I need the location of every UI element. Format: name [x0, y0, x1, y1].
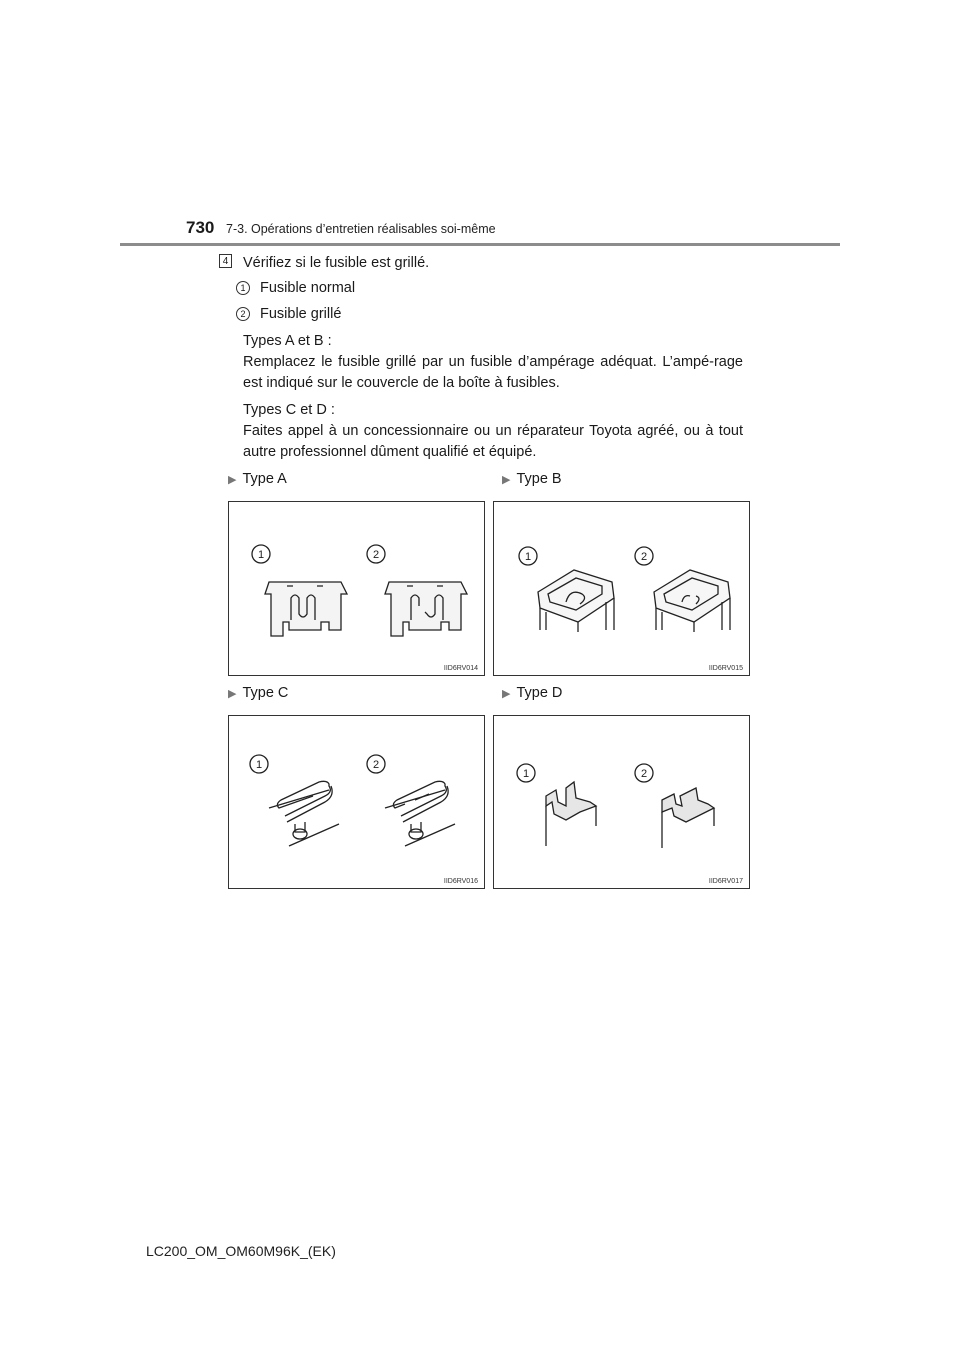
- item-marker-2: 2: [236, 307, 250, 321]
- item-label-normal: Fusible normal: [260, 280, 356, 296]
- figure-marker-1: 1: [524, 551, 532, 563]
- figure-code: IID6RV017: [708, 878, 743, 885]
- types-ab-text: Remplacez le fusible grillé par un fusible d’ampérage adéquat. L’ampé-rage est indiqué sur le couvercle de la boîte à fusibles.: [243, 354, 743, 391]
- figure-label-text: Type C: [242, 685, 289, 701]
- triangle-bullet-icon: ▶: [228, 688, 237, 700]
- footer-document-code: LC200_OM_OM60M96K_(EK): [146, 1243, 336, 1259]
- figure-type-d: [493, 715, 750, 889]
- types-cd-heading: Types C et D :: [243, 402, 335, 418]
- figure-marker-2: 2: [640, 768, 648, 780]
- figure-marker-1: 1: [522, 768, 530, 780]
- triangle-bullet-icon: ▶: [502, 474, 511, 486]
- figure-code: IID6RV014: [443, 665, 478, 672]
- figure-type-b: [493, 501, 750, 676]
- figure-marker-2: 2: [640, 551, 648, 563]
- section-title: 7-3. Opérations d’entretien réalisables soi-même: [226, 222, 496, 236]
- figure-marker-1: 1: [255, 759, 263, 771]
- figure-type-c: [228, 715, 485, 889]
- step-instruction: Vérifiez si le fusible est grillé.: [243, 255, 430, 271]
- figure-label-type-d: [502, 685, 562, 701]
- figure-label-type-a: [228, 471, 287, 487]
- figure-marker-2: 2: [372, 759, 380, 771]
- figure-code: IID6RV015: [708, 665, 743, 672]
- figure-type-a: [228, 501, 485, 676]
- figure-label-text: Type D: [516, 685, 563, 701]
- page-number: 730: [186, 218, 215, 237]
- types-cd-text: Faites appel à un concessionnaire ou un réparateur Toyota agréé, ou à tout autre professionnel dûment qualifié et équipé.: [243, 423, 743, 460]
- figure-marker-1: 1: [257, 549, 265, 561]
- figure-code: IID6RV016: [443, 878, 478, 885]
- item-label-blown: Fusible grillé: [260, 306, 342, 322]
- figure-label-type-c: [228, 685, 288, 701]
- triangle-bullet-icon: ▶: [228, 474, 237, 486]
- item-marker-1: 1: [236, 281, 250, 295]
- figure-label-text: Type A: [242, 471, 287, 487]
- figure-label-type-b: [502, 471, 562, 487]
- step-number-badge: 4: [219, 254, 232, 268]
- triangle-bullet-icon: ▶: [502, 688, 511, 700]
- header-rule: [120, 243, 840, 246]
- types-ab-heading: Types A et B :: [243, 333, 332, 349]
- figure-marker-2: 2: [372, 549, 380, 561]
- figure-label-text: Type B: [516, 471, 562, 487]
